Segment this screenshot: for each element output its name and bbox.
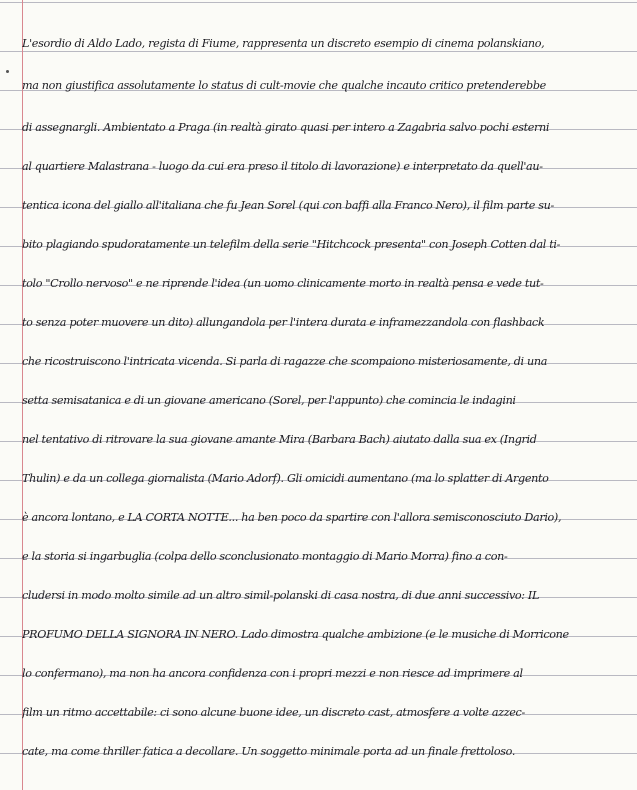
text-line: al quartiere Malastrana - luogo da cui era preso il titolo di lavorazione) e interpretato da quell'au- bbox=[22, 160, 543, 173]
text-line: nel tentativo di ritrovare la sua giovane amante Mira (Barbara Bach) aiutato dalla sua ex (Ingrid bbox=[22, 433, 537, 446]
text-line: to senza poter muovere un dito) allungandola per l'intera durata e inframezzandola con flashback bbox=[22, 316, 545, 329]
text-line: L'esordio di Aldo Lado, regista di Fiume, rappresenta un discreto esempio di cinema polanskiano, bbox=[22, 37, 545, 50]
text-line: di assegnargli. Ambientato a Praga (in realtà girato quasi per intero a Zagabria salvo pochi esterni bbox=[22, 121, 550, 134]
margin-dot bbox=[6, 70, 9, 73]
text-line: e la storia si ingarbuglia (colpa dello sconclusionato montaggio di Mario Morra) fino a con- bbox=[22, 550, 508, 563]
text-line: cate, ma come thriller fatica a decollare. Un soggetto minimale porta ad un finale frettoloso. bbox=[22, 745, 516, 758]
text-line: tentica icona del giallo all'italiana che fu Jean Sorel (qui con baffi alla Franco Nero), il film parte su- bbox=[22, 199, 554, 212]
text-line: è ancora lontano, e LA CORTA NOTTE... ha ben poco da spartire con l'allora semisconosciuto Dario), bbox=[22, 511, 562, 524]
text-line: ma non giustifica assolutamente lo status di cult-movie che qualche incauto critico pretenderebbe bbox=[22, 79, 546, 92]
text-line: tolo "Crollo nervoso" e ne riprende l'idea (un uomo clinicamente morto in realtà pensa e vede tut- bbox=[22, 277, 544, 290]
text-line: PROFUMO DELLA SIGNORA IN NERO. Lado dimostra qualche ambizione (e le musiche di Morricone bbox=[22, 628, 569, 641]
text-line: che ricostruiscono l'intricata vicenda. Si parla di ragazze che scompaiono misteriosamente, di una bbox=[22, 355, 548, 368]
text-line: cludersi in modo molto simile ad un altro simil-polanski di casa nostra, di due anni successivo: IL bbox=[22, 589, 540, 602]
text-line: lo confermano), ma non ha ancora confidenza con i propri mezzi e non riesce ad imprimere al bbox=[22, 667, 523, 680]
text-line: Thulin) e da un collega giornalista (Mario Adorf). Gli omicidi aumentano (ma lo splatter di Argento bbox=[22, 472, 549, 485]
text-line: setta semisatanica e di un giovane americano (Sorel, per l'appunto) che comincia le indagini bbox=[22, 394, 516, 407]
text-line: film un ritmo accettabile: ci sono alcune buone idee, un discreto cast, atmosfere a volte azzec- bbox=[22, 706, 525, 719]
text-line: bito plagiando spudoratamente un telefilm della serie "Hitchcock presenta" con Joseph Cotten dal ti- bbox=[22, 238, 561, 251]
